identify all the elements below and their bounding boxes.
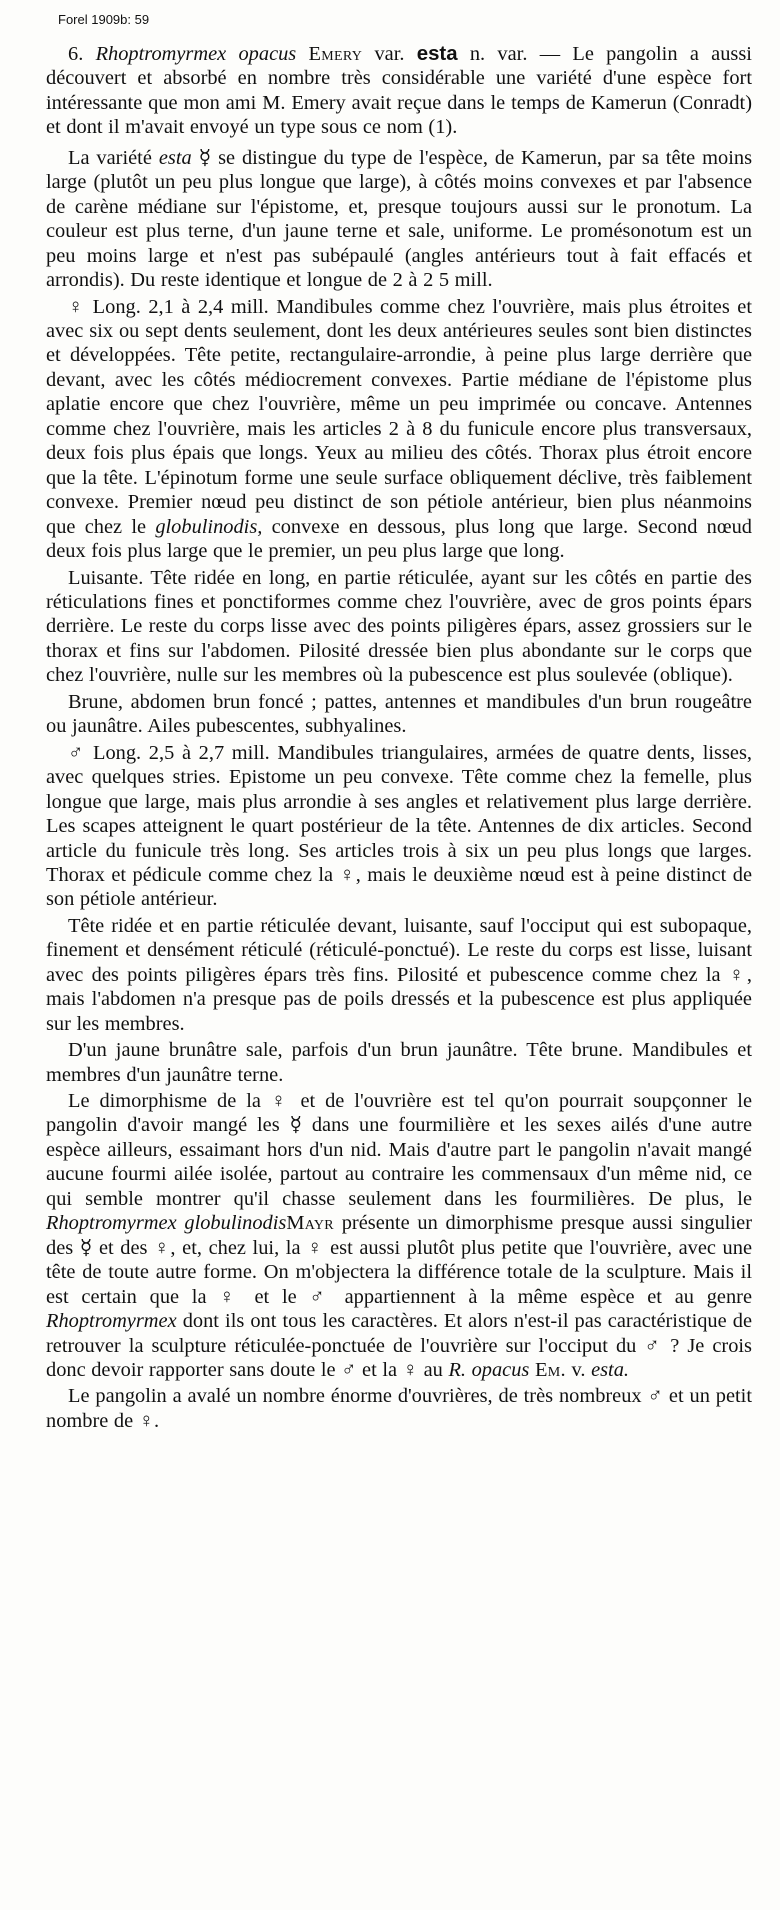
worker-description-paragraph bbox=[46, 146, 752, 293]
var-prefix: var. bbox=[374, 43, 405, 65]
taxon-name: Rhoptromyrmex opacus bbox=[95, 43, 297, 65]
variety-name: esta bbox=[416, 43, 458, 65]
paragraph-text: La variété bbox=[68, 146, 152, 169]
paragraph-text: dont ils ont tous les caractères. Et alors n'est-il pas caractéristique de retrouver la sculpture réticulée-ponctuée de l'ouvrière sur l'occiput du ♂ ? Je crois donc devoir rapporter sans doute le ♂ et la ♀ au bbox=[46, 1310, 752, 1382]
species-italic: globulinodis, bbox=[155, 515, 263, 538]
species-author: Mayr bbox=[286, 1212, 334, 1235]
paragraph-text: Le dimorphisme de la ♀ et de l'ouvrière est tel qu'on pourrait soupçonner le pangolin d'avoir mangé les ☿ dans une fourmilière et les sexes ailés d'une autre espèce ailleurs, essaimant hors d'un nid. Mais d'autre part le pangolin n'avait mangé aucune fourmi ailée isolée, partout au contraire les commensaux d'un même nid, ce qui semble montrer qu'il chasse seulement dans les fourmilières. De plus, le bbox=[46, 1090, 752, 1210]
female-sculpture-paragraph: Luisante. Tête ridée en long, en partie réticulée, ayant sur les côtés en partie des réticulations fines et ponctiformes comme chez l'ouvrière, avec de gros points épars derrière. Le reste du corps lisse avec des points piligères épars, assez grossiers sur le thorax et fins sur l'abdomen. Pilosité dressée bien plus abondante sur le corps que chez l'ouvrière, nulle sur les membres où la pubescence est plus soulevée (oblique). bbox=[46, 566, 752, 687]
source-citation: Forel 1909b: 59 bbox=[58, 12, 150, 27]
taxon-number: 6. bbox=[68, 43, 84, 65]
female-description-paragraph bbox=[46, 295, 752, 564]
species-italic: Rhoptromyrmex globulinodis bbox=[46, 1212, 287, 1235]
paragraph-text: présente un dimorphisme presque aussi singulier des ☿ et des ♀, et, chez lui, la ♀ est aussi plutôt plus petite que l'ouvrière, avec une tête de toute autre forme. On m'objectera la différence totale de la sculpture. Mais il est certain que la ♀ et le ♂ appartiennent à la même espèce et au genre bbox=[46, 1212, 752, 1308]
variety-italic: esta. bbox=[591, 1359, 630, 1382]
male-color-paragraph: D'un jaune brunâtre sale, parfois d'un brun jaunâtre. Tête brune. Mandibules et membres d'un jaunâtre terne. bbox=[46, 1039, 752, 1086]
paragraph-text: Le pangolin a aussi découvert et absorbé en nombre très considérable une variété d'une espèce fort intéressante que mon ami M. Emery avait reçue dans le temps de Kamerun (Conradt) et dont il m'avait envoyé un type sous ce nom (1). bbox=[46, 43, 752, 139]
paragraph-text: v. bbox=[571, 1359, 586, 1382]
female-color-paragraph: Brune, abdomen brun foncé ; pattes, antennes et mandibules d'un brun rougeâtre ou jaunâtre. Ailes pubescentes, subhyalines. bbox=[46, 690, 752, 738]
paragraph-text: ♀ Long. 2,1 à 2,4 mill. Mandibules comme chez l'ouvrière, mais plus étroites et avec six ou sept dents seulement, dont les deux antérieures seules sont bien distinctes et développées. Tête petite, rectangulaire-arrondie, à peine plus large derrière que devant, avec les côtés médiocrement convexes. Partie médiane de l'épistome plus aplatie encore que chez l'ouvrière, même un peu imprimée ou concave. Antennes comme chez l'ouvrière, mais les articles 2 à 8 du funicule encore plus transversaux, deux fois plus épais que longs. Yeux au milieu des côtés. Thorax plus étroit encore que la tête. L'épinotum forme une seule surface obliquement déclive, très faiblement convexe. Premier nœud peu distinct de son pétiole antérieur, bien plus néanmoins que chez le bbox=[46, 295, 752, 538]
genus-italic: Rhoptromyrmex bbox=[46, 1310, 177, 1333]
closing-paragraph: Le pangolin a avalé un nombre énorme d'ouvrières, de très nombreux ♂ et un petit nombre de ♀. bbox=[46, 1385, 752, 1432]
species-author: Em. bbox=[534, 1359, 566, 1382]
species-italic: R. opacus bbox=[448, 1359, 530, 1382]
dimorphism-discussion-paragraph bbox=[46, 1089, 752, 1382]
variety-italic: esta bbox=[158, 146, 192, 169]
male-sculpture-paragraph: Tête ridée et en partie réticulée devant, luisante, sauf l'occiput qui est subopaque, finement et densément réticulé (réticulé-ponctué). Le reste du corps est lisse, luisant avec des points piligères épars très fins. Pilosité et pubescence comme chez la ♀, mais l'abdomen n'a presque pas de poils dressés et la pubescence est plus appliquée sur les membres. bbox=[46, 914, 752, 1035]
article-body bbox=[46, 42, 752, 1435]
taxon-paragraph bbox=[46, 42, 752, 140]
taxon-author: Emery bbox=[308, 43, 363, 65]
male-description-paragraph: ♂ Long. 2,5 à 2,7 mill. Mandibules triangulaires, armées de quatre dents, lisses, avec quelques stries. Epistome un peu convexe. Tête comme chez la femelle, plus longue que large, mais plus arrondie à ses angles et relativement plus large derrière. Les scapes atteignent le quart postérieur de la tête. Antennes de dix articles. Second article du funicule très long. Ses articles trois à six un peu plus longs que larges. Thorax et pédicule comme chez la ♀, mais le deuxième nœud est à peine distinct de son pétiole antérieur. bbox=[46, 741, 752, 911]
new-variety-label: n. var. — bbox=[469, 43, 561, 65]
paragraph-text: convexe en dessous, plus long que large. Second nœud deux fois plus large que le premier, un peu plus large que long. bbox=[46, 515, 752, 563]
paragraph-text: ☿ se distingue du type de l'espèce, de Kamerun, par sa tête moins large (plutôt un peu plus longue que large), à côtés moins convexes et par l'absence de carène médiane sur l'épistome, et, presque toujours aussi sur le pronotum. La couleur est plus terne, d'un jaune terne et sale, uniforme. Le promésonotum est un peu moins large et n'est pas subépaulé (angles antérieurs tout à fait effacés et arrondis). Du reste identique et longue de 2 à 2 5 mill. bbox=[46, 146, 753, 292]
